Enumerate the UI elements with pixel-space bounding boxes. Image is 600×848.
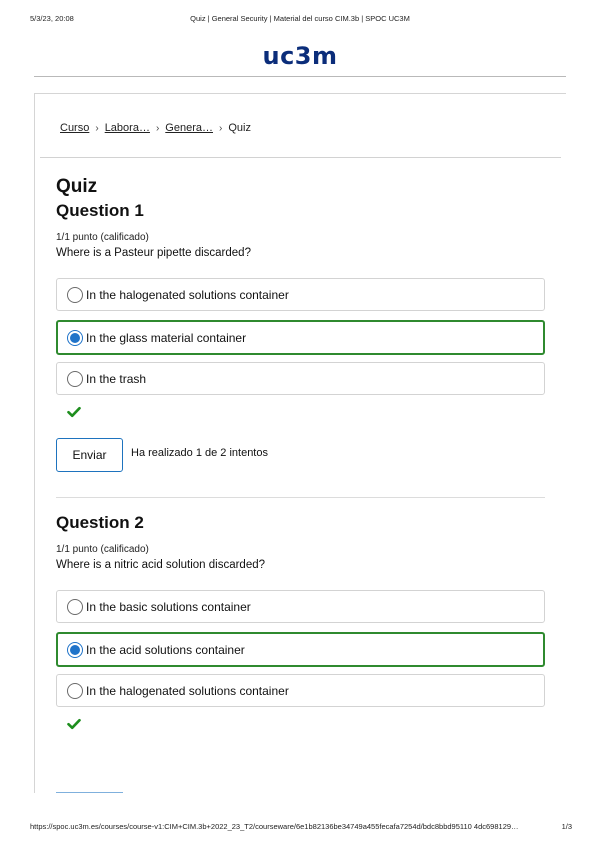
chevron-right-icon: ›: [155, 122, 160, 134]
option-label: In the acid solutions container: [86, 642, 245, 657]
radio-button[interactable]: [67, 683, 83, 699]
radio-button[interactable]: [67, 287, 83, 303]
option-label: In the basic solutions container: [86, 599, 251, 614]
page-title: Quiz: [56, 176, 98, 197]
question-2-prompt: Where is a nitric acid solution discarded?: [56, 559, 266, 571]
option-label: In the halogenated solutions container: [86, 287, 289, 302]
chevron-right-icon: ›: [95, 122, 99, 134]
breadcrumb-link-general[interactable]: Genera…: [165, 122, 213, 134]
question-1-title: Question 1: [56, 201, 144, 220]
radio-button-selected[interactable]: [67, 330, 83, 346]
question-2-option-3[interactable]: [56, 674, 545, 707]
radio-dot: [70, 645, 80, 655]
chevron-right-icon: ›: [219, 122, 223, 134]
radio-button[interactable]: [67, 599, 83, 615]
header-divider: [34, 76, 566, 77]
radio-dot: [70, 333, 80, 343]
breadcrumb: [60, 122, 251, 134]
print-title: Quiz | General Security | Material del curso CIM.3b | SPOC UC3M: [190, 14, 410, 23]
question-1-prompt: Where is a Pasteur pipette discarded?: [56, 247, 251, 259]
question-2-points: 1/1 punto (calificado): [56, 544, 149, 555]
uc3m-logo[interactable]: uc3m: [262, 42, 338, 70]
check-icon: [67, 718, 81, 730]
question-2-option-2[interactable]: [56, 632, 545, 667]
breadcrumb-current: Quiz: [228, 122, 251, 134]
question-1-option-1[interactable]: [56, 278, 545, 311]
print-page-number: 1/3: [561, 822, 572, 831]
breadcrumb-link-course[interactable]: Curso: [60, 122, 90, 134]
question-divider: [56, 497, 545, 498]
submit-button-cut-off[interactable]: [56, 792, 123, 793]
question-1-points: 1/1 punto (calificado): [56, 232, 149, 243]
question-1-option-3[interactable]: [56, 362, 545, 395]
submit-button[interactable]: Enviar: [56, 438, 123, 472]
radio-button[interactable]: [67, 371, 83, 387]
option-label: In the halogenated solutions container: [86, 683, 289, 698]
attempts-text: Ha realizado 1 de 2 intentos: [131, 447, 268, 459]
breadcrumb-link-lab[interactable]: Labora…: [104, 122, 150, 134]
print-date: 5/3/23, 20:08: [30, 14, 74, 23]
print-header: [0, 14, 600, 26]
question-1-option-2[interactable]: [56, 320, 545, 355]
question-2-title: Question 2: [56, 513, 144, 532]
radio-button-selected[interactable]: [67, 642, 83, 658]
print-url: https://spoc.uc3m.es/courses/course-v1:CIM+CIM.3b+2022_23_T2/courseware/6e1b82136be34749a455fecafa7254d/bdc8bbd95110 4dc698129…: [30, 822, 519, 831]
breadcrumb-divider: [40, 157, 561, 158]
option-label: In the glass material container: [86, 330, 247, 345]
check-icon: [67, 406, 81, 418]
question-2-option-1[interactable]: [56, 590, 545, 623]
option-label: In the trash: [86, 371, 147, 386]
